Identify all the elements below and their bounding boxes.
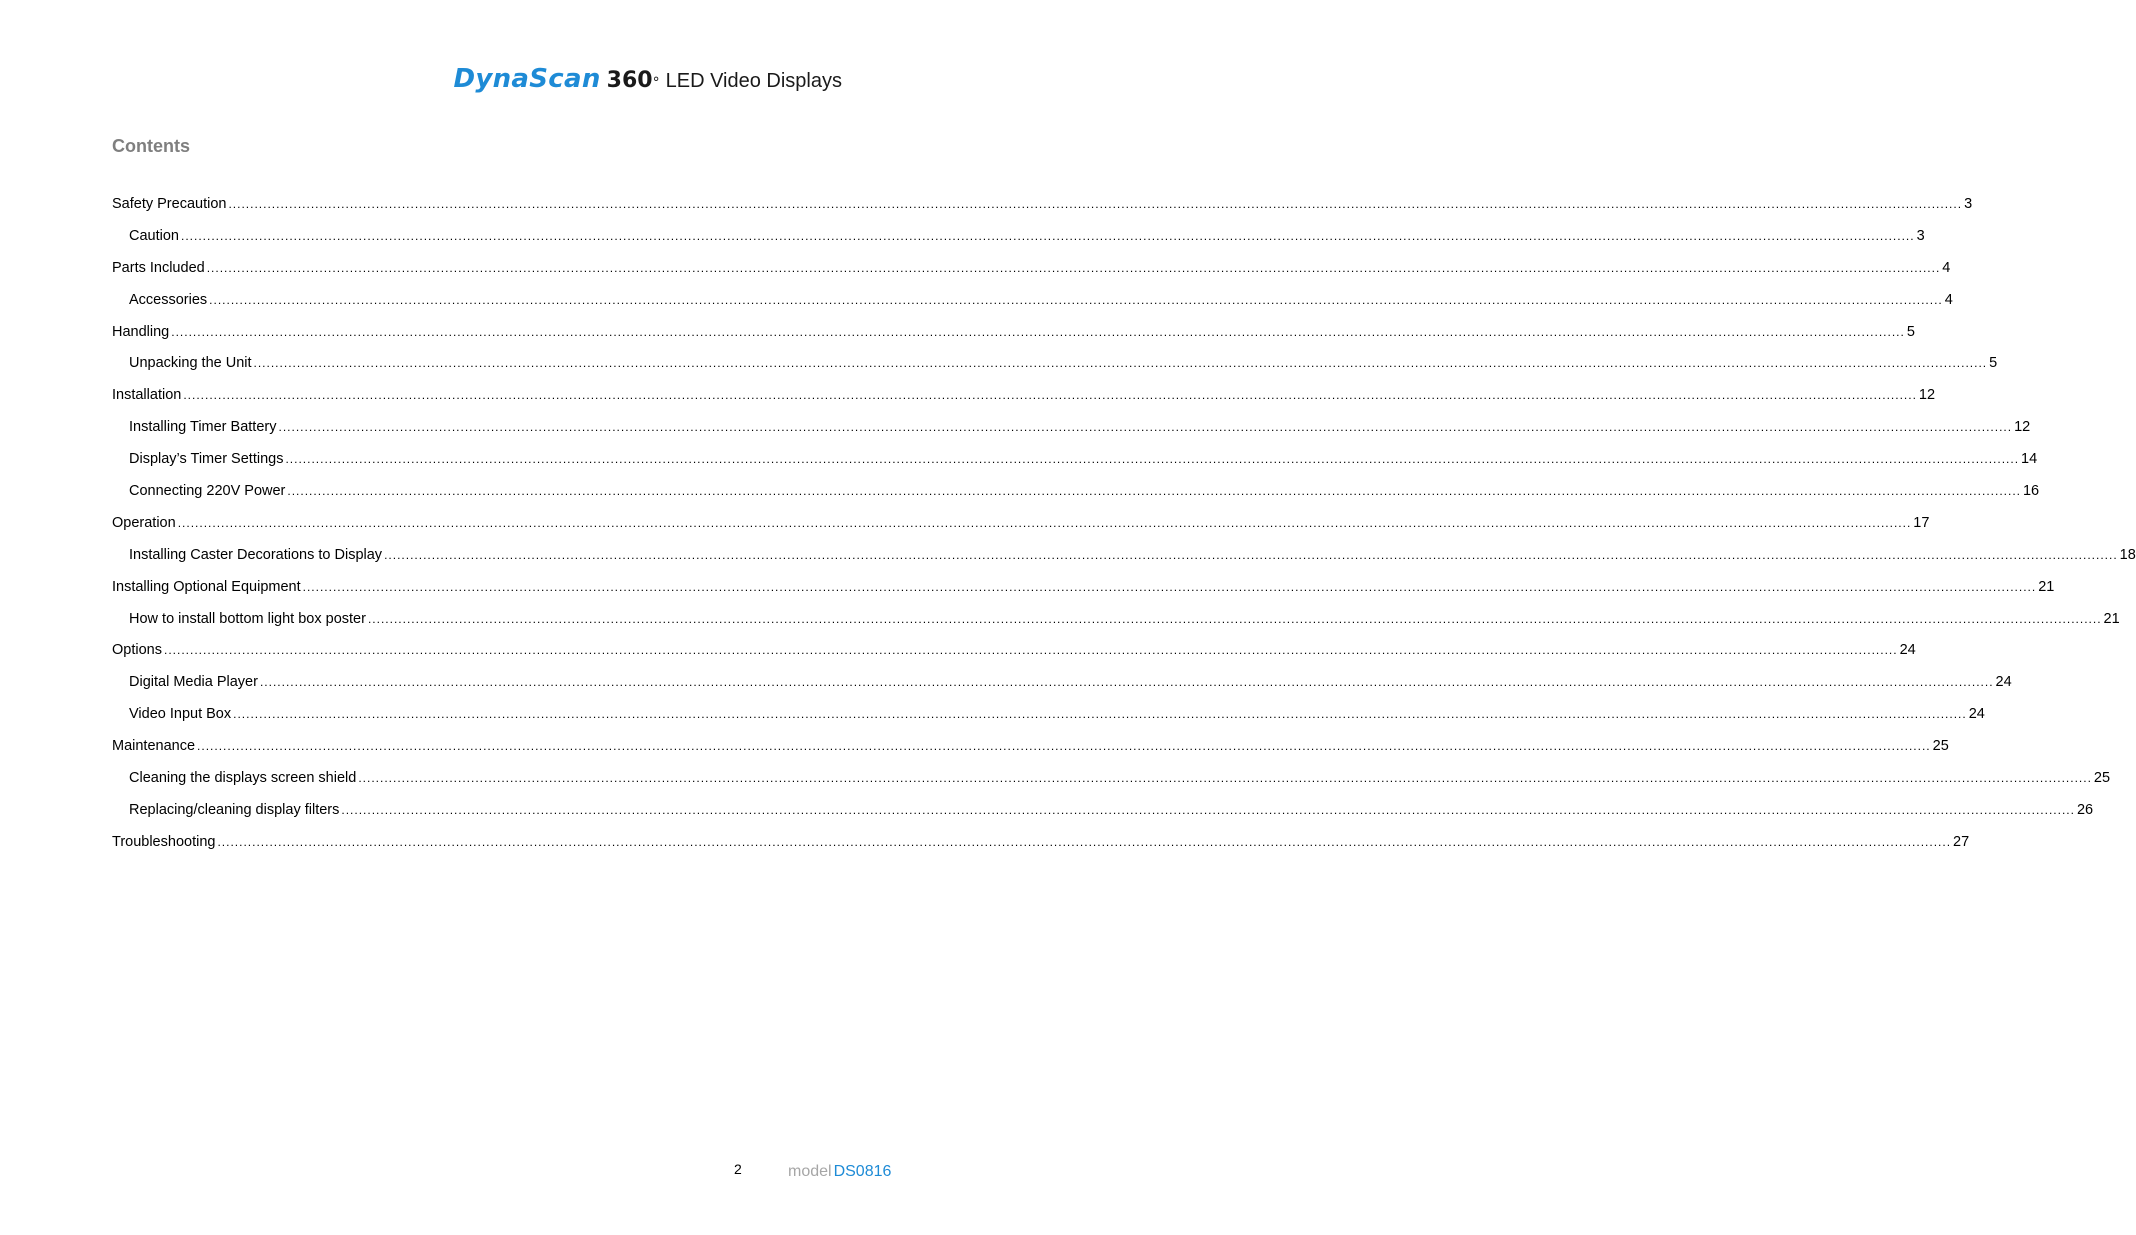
table-of-contents — [112, 196, 2136, 866]
toc-entry-page: 12 — [1918, 387, 1936, 404]
toc-entry[interactable] — [112, 227, 1925, 260]
toc-entry-text: Installing Caster Decorations to Display — [129, 546, 383, 563]
toc-entry[interactable] — [112, 738, 1949, 770]
toc-entry-page: 17 — [1913, 514, 1930, 531]
toc-dot-leader: ................................................................................................................................................................................................................................................................................................................................................................................................................ — [206, 260, 1941, 275]
toc-entry-text: Installing Timer Battery — [129, 419, 277, 436]
toc-entry-text: Safety Precaution — [112, 196, 227, 212]
toc-entry-page: 5 — [1906, 323, 1915, 340]
brand-tagline: LED Video Displays — [665, 70, 842, 92]
brand-logo: DynaScan — [453, 64, 601, 94]
toc-entry-text: Troubleshooting — [112, 833, 216, 850]
toc-dot-leader: ................................................................................................................................................................................................................................................................................................................................................................................................................ — [183, 388, 1917, 403]
toc-entry[interactable] — [112, 514, 1930, 547]
toc-entry-text: Display’s Timer Settings — [129, 451, 284, 468]
toc-entry-page: 16 — [2022, 483, 2040, 500]
toc-entry-text: Parts Included — [112, 259, 205, 276]
toc-entry-text: Handling — [112, 323, 170, 340]
toc-entry-text: Cleaning the displays screen shield — [129, 770, 357, 787]
toc-entry-text: Digital Media Player — [129, 674, 258, 691]
toc-entry-text: Operation — [112, 514, 176, 531]
toc-entry[interactable] — [112, 610, 2120, 643]
toc-entry-text: Unpacking the Unit — [129, 355, 252, 372]
toc-dot-leader: ................................................................................................................................................................................................................................................................................................................................................................................................................ — [358, 771, 2092, 786]
toc-entry-text: Maintenance — [112, 738, 196, 755]
toc-entry[interactable] — [112, 483, 2040, 515]
toc-entry[interactable] — [112, 419, 2031, 451]
toc-entry-page: 21 — [2103, 610, 2120, 627]
toc-entry-text: Installing Optional Equipment — [112, 578, 301, 595]
toc-dot-leader: ................................................................................................................................................................................................................................................................................................................................................................................................................ — [180, 228, 1915, 243]
toc-entry[interactable] — [112, 323, 1915, 356]
toc-entry-page: 5 — [1989, 355, 1998, 372]
toc-dot-leader: ................................................................................................................................................................................................................................................................................................................................................................................................................ — [209, 292, 1943, 307]
toc-dot-leader: ................................................................................................................................................................................................................................................................................................................................................................................................................ — [302, 579, 2037, 594]
toc-entry[interactable] — [112, 196, 1973, 228]
toc-entry[interactable] — [112, 833, 1970, 866]
toc-dot-leader: ................................................................................................................................................................................................................................................................................................................................................................................................................ — [384, 547, 2118, 562]
toc-entry[interactable] — [112, 259, 1951, 292]
toc-entry-page: 18 — [2119, 546, 2136, 563]
page-header — [453, 64, 842, 94]
toc-entry[interactable] — [112, 387, 1936, 419]
toc-entry-page: 24 — [1995, 674, 2012, 691]
toc-entry-page: 27 — [1953, 833, 1970, 850]
degree-mark: ° — [652, 75, 660, 91]
toc-entry-text: Options — [112, 642, 162, 659]
toc-dot-leader: ................................................................................................................................................................................................................................................................................................................................................................................................................ — [341, 802, 2075, 817]
toc-dot-leader: ................................................................................................................................................................................................................................................................................................................................................................................................................ — [171, 324, 1905, 339]
toc-entry[interactable] — [112, 291, 1953, 324]
model-label — [788, 1163, 891, 1181]
toc-entry-text: Caution — [129, 227, 179, 244]
toc-entry-page: 4 — [1944, 291, 1953, 308]
toc-dot-leader: ................................................................................................................................................................................................................................................................................................................................................................................................................ — [253, 356, 1988, 371]
toc-dot-leader: ................................................................................................................................................................................................................................................................................................................................................................................................................ — [217, 834, 1952, 849]
toc-dot-leader: ................................................................................................................................................................................................................................................................................................................................................................................................................ — [287, 484, 2021, 499]
page-number: 2 — [734, 1161, 742, 1177]
toc-entry-page: 4 — [1942, 259, 1951, 276]
toc-entry-page: 3 — [1964, 196, 1973, 212]
toc-entry-page: 12 — [2014, 419, 2031, 436]
model-word: model — [788, 1163, 832, 1180]
toc-entry[interactable] — [112, 355, 1998, 387]
brand-number: 360 — [606, 68, 653, 93]
toc-entry-page: 3 — [1916, 227, 1925, 244]
toc-entry-page: 25 — [2093, 770, 2111, 787]
toc-entry[interactable] — [112, 801, 2094, 834]
toc-entry-page: 21 — [2038, 578, 2055, 595]
toc-entry[interactable] — [112, 770, 2111, 802]
toc-entry-text: Video Input Box — [129, 706, 232, 723]
toc-dot-leader: ................................................................................................................................................................................................................................................................................................................................................................................................................ — [278, 420, 2013, 435]
toc-entry-text: Installation — [112, 387, 182, 404]
toc-dot-leader: ................................................................................................................................................................................................................................................................................................................................................................................................................ — [285, 452, 2020, 467]
toc-dot-leader: ................................................................................................................................................................................................................................................................................................................................................................................................................ — [228, 197, 1963, 211]
toc-dot-leader: ................................................................................................................................................................................................................................................................................................................................................................................................................ — [233, 707, 1967, 722]
toc-entry[interactable] — [112, 546, 2136, 579]
toc-dot-leader: ................................................................................................................................................................................................................................................................................................................................................................................................................ — [259, 675, 1994, 690]
toc-entry-page: 14 — [2021, 451, 2038, 468]
toc-entry-page: 24 — [1968, 706, 1985, 723]
toc-dot-leader: ................................................................................................................................................................................................................................................................................................................................................................................................................ — [197, 739, 1931, 754]
toc-dot-leader: ................................................................................................................................................................................................................................................................................................................................................................................................................ — [163, 643, 1898, 658]
toc-dot-leader: ................................................................................................................................................................................................................................................................................................................................................................................................................ — [367, 611, 2102, 626]
toc-entry-text: Connecting 220V Power — [129, 483, 286, 500]
toc-dot-leader: ................................................................................................................................................................................................................................................................................................................................................................................................................ — [177, 515, 1912, 530]
toc-entry-text: How to install bottom light box poster — [129, 610, 366, 627]
toc-entry-page: 25 — [1932, 738, 1949, 755]
toc-entry[interactable] — [112, 706, 1985, 738]
model-number: DS0816 — [833, 1163, 892, 1180]
toc-entry-text: Accessories — [129, 291, 208, 308]
toc-entry-page: 24 — [1899, 642, 1916, 659]
toc-entry[interactable] — [112, 451, 2038, 483]
toc-entry-page: 26 — [2076, 801, 2094, 818]
toc-entry[interactable] — [112, 578, 2055, 611]
toc-entry[interactable] — [112, 642, 1916, 674]
toc-entry-text: Replacing/cleaning display filters — [129, 801, 340, 818]
contents-title: Contents — [112, 136, 190, 156]
toc-entry[interactable] — [112, 674, 2012, 706]
